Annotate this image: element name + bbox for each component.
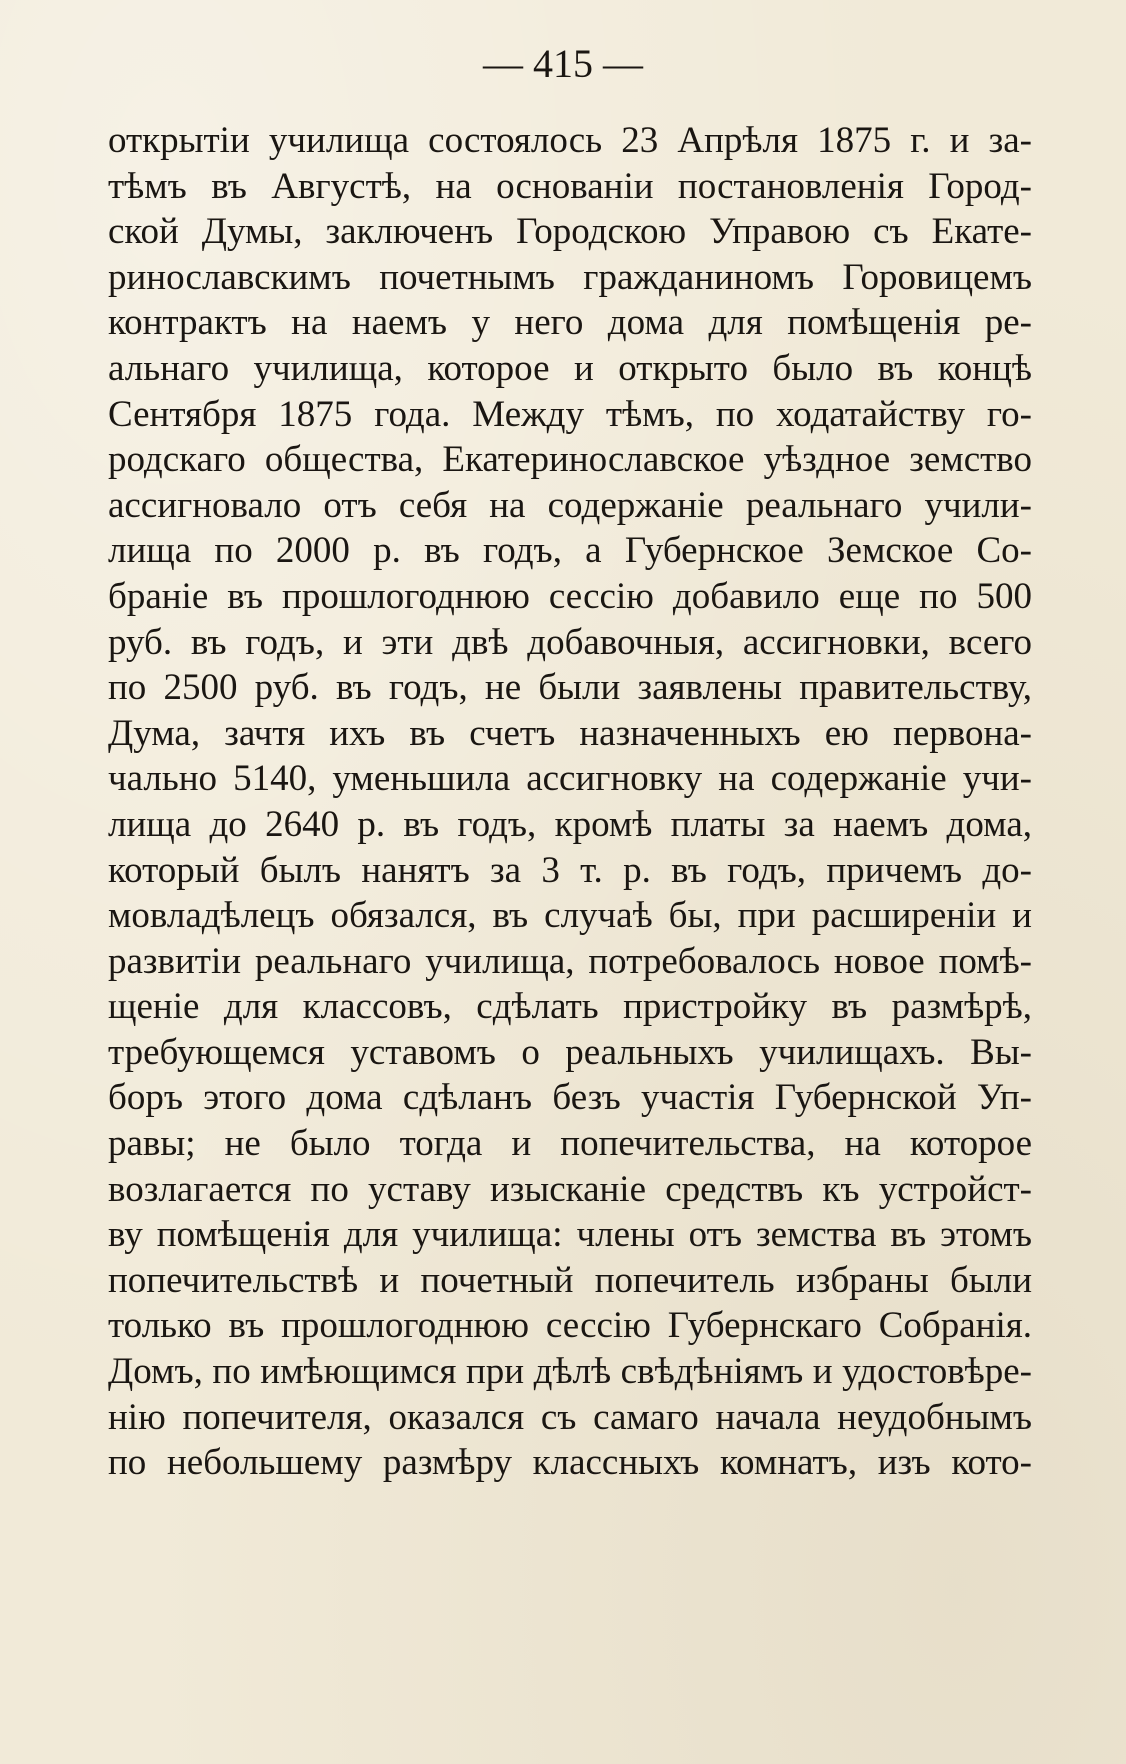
text-line: контрактъ на наемъ у него дома для помѣщенія ре- — [108, 302, 1032, 344]
text-line: по небольшему размѣру классныхъ комнатъ, изъ кото- — [108, 1442, 1032, 1484]
text-line: мовладѣлецъ обязался, въ случаѣ бы, при расширеніи и — [108, 895, 1032, 937]
text-line: только въ прошлогоднюю сессію Губернскаго Собранія. — [108, 1305, 1032, 1347]
text-line: альнаго училища, которое и открыто было въ концѣ — [108, 347, 1032, 389]
text-line: браніе въ прошлогоднюю сессію добавило еще по 500 — [108, 575, 1032, 617]
text-line: ринославскимъ почетнымъ гражданиномъ Горовицемъ — [108, 256, 1032, 298]
text-line: попечительствѣ и почетный попечитель избраны были — [108, 1259, 1032, 1301]
text-line: равы; не было тогда и попечительства, на которое — [108, 1123, 1032, 1165]
text-line: руб. въ годъ, и эти двѣ добавочныя, ассигновки, всего — [108, 621, 1032, 663]
text-line: лища по 2000 р. въ годъ, а Губернское Земское Со- — [108, 530, 1032, 572]
text-line: ву помѣщенія для училища: члены отъ земства въ этомъ — [108, 1214, 1032, 1256]
text-line: Сентября 1875 года. Между тѣмъ, по ходатайству го- — [108, 393, 1032, 435]
text-line: возлагается по уставу изысканіе средствъ къ устройст- — [108, 1168, 1032, 1210]
text-line: требующемся уставомъ о реальныхъ училищахъ. Вы- — [108, 1031, 1032, 1073]
text-line: развитіи реальнаго училища, потребовалось новое помѣ- — [108, 940, 1032, 982]
page-number: — 415 — — [483, 41, 643, 86]
body-text — [108, 118, 1032, 1486]
text-line: родскаго общества, Екатеринославское уѣздное земство — [108, 439, 1032, 481]
text-line: Дума, зачтя ихъ въ счетъ назначенныхъ ею первона- — [108, 712, 1032, 754]
text-line: ской Думы, заключенъ Городскою Управою съ Екате- — [108, 211, 1032, 253]
text-line: который былъ нанятъ за 3 т. р. въ годъ, причемъ до- — [108, 849, 1032, 891]
text-line: чально 5140, уменьшила ассигновку на содержаніе учи- — [108, 758, 1032, 800]
text-line: боръ этого дома сдѣланъ безъ участія Губернской Уп- — [108, 1077, 1032, 1119]
text-line: лища до 2640 р. въ годъ, кромѣ платы за наемъ дома, — [108, 803, 1032, 845]
text-line: Домъ, по имѣющимся при дѣлѣ свѣдѣніямъ и удостовѣре- — [108, 1351, 1032, 1393]
text-line: ассигновало отъ себя на содержаніе реальнаго учили- — [108, 484, 1032, 526]
text-line: открытіи училища состоялось 23 Апрѣля 1875 г. и за- — [108, 120, 1032, 161]
text-line: по 2500 руб. въ годъ, не были заявлены правительству, — [108, 667, 1032, 709]
text-line: тѣмъ въ Августѣ, на основаніи постановленія Город- — [108, 165, 1032, 207]
text-line: нію попечителя, оказался съ самаго начала неудобнымъ — [108, 1396, 1032, 1438]
text-line: щеніе для классовъ, сдѣлать пристройку въ размѣрѣ, — [108, 986, 1032, 1028]
